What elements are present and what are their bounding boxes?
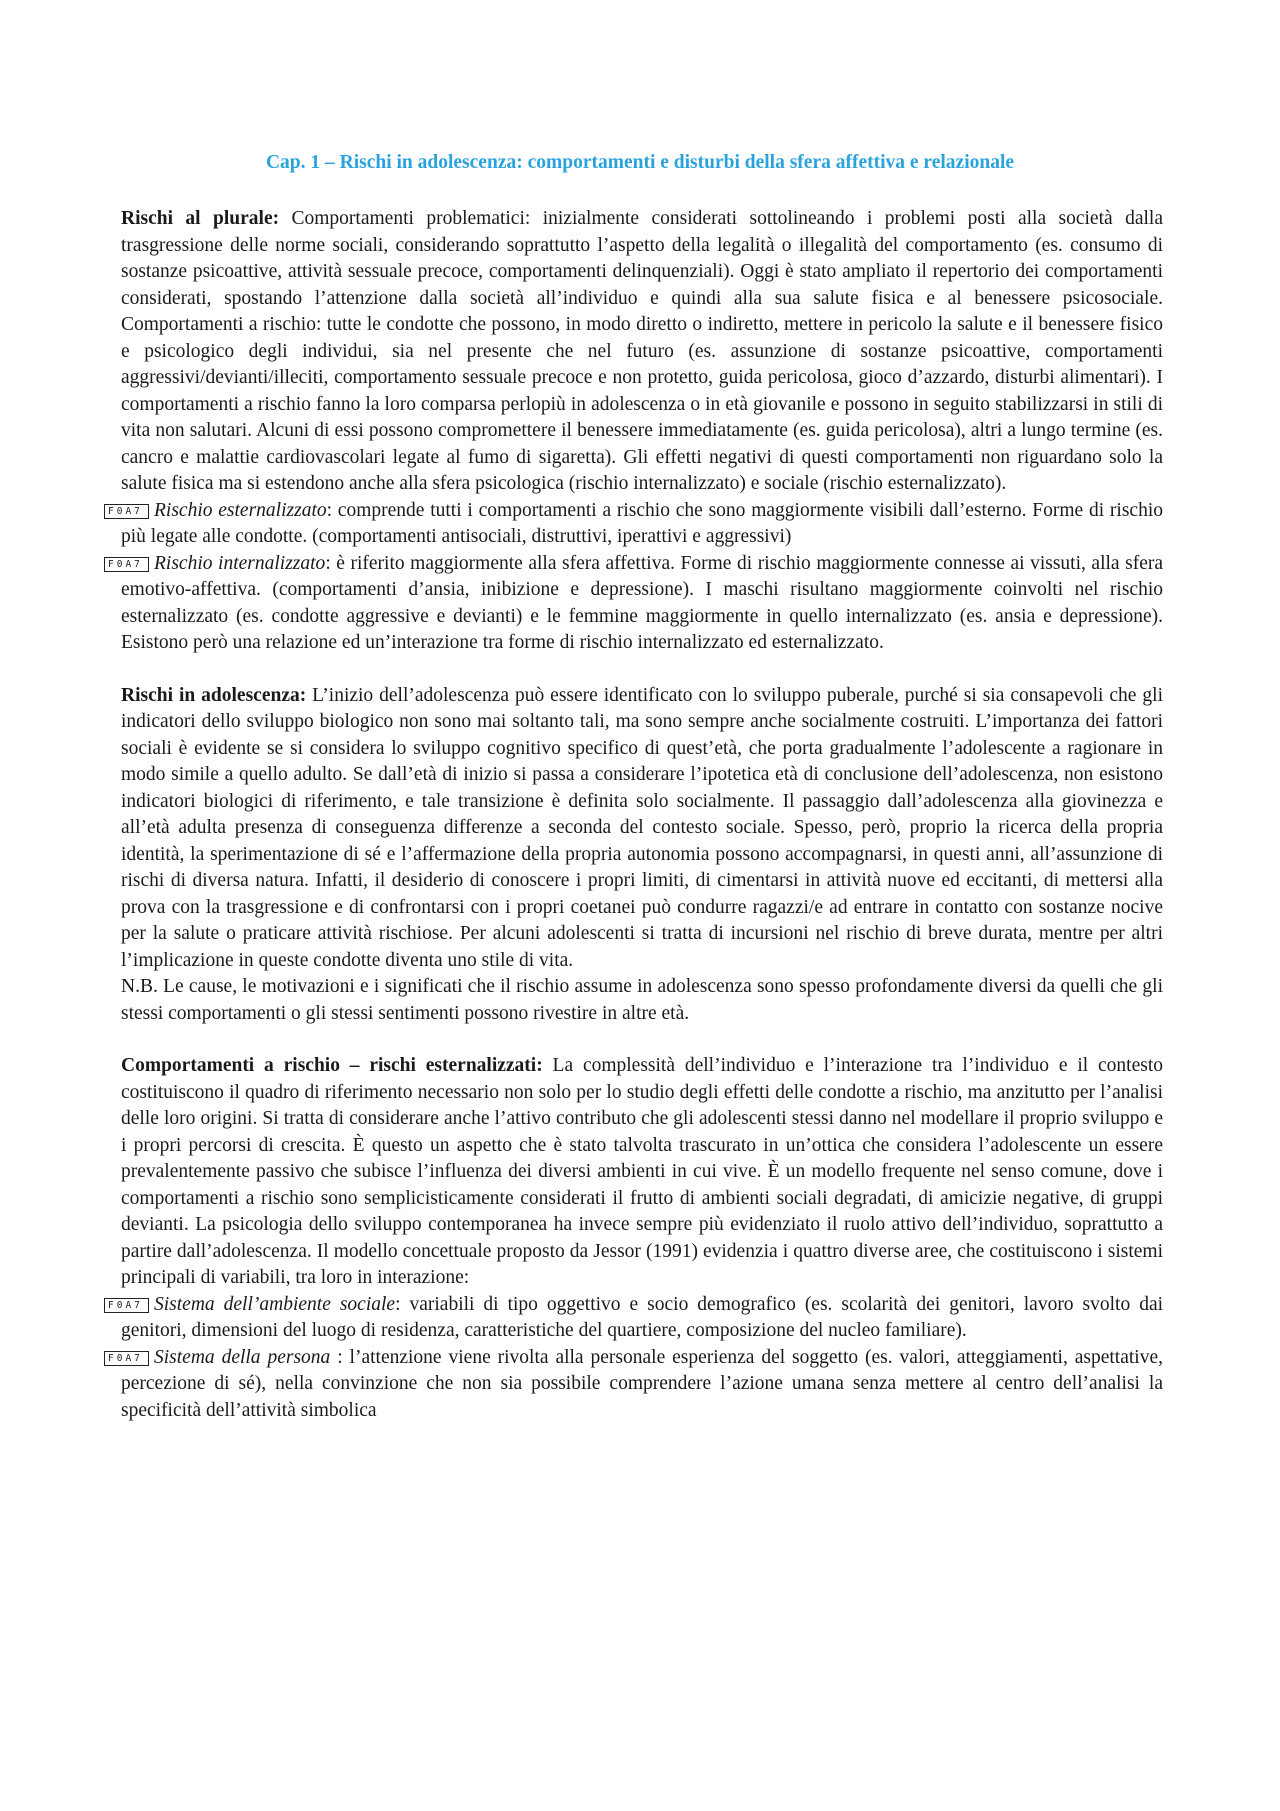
paragraph-comportamenti-a-rischio	[121, 1053, 1163, 1292]
bullet-text: : comprende tutti i comportamenti a rischio che sono maggiormente visibili dall’esterno. Forme di rischio più legate alle condotte. (comportamenti antisociali, distruttivi, iperattivi e aggressivi)	[121, 499, 1163, 547]
bullet-marker-icon: F0A7	[104, 504, 149, 519]
bullet-marker-icon: F0A7	[104, 1298, 149, 1313]
chapter-title: Cap. 1 – Rischi in adolescenza: comportamenti e disturbi della sfera affettiva e relazionale	[265, 152, 1015, 173]
bullet-term: Sistema della persona	[154, 1346, 331, 1368]
bullet-rischio-esternalizzato	[108, 498, 1163, 551]
paragraph-rischi-al-plurale	[121, 206, 1163, 498]
bullet-text: : variabili di tipo oggettivo e socio demografico (es. scolarità dei genitori, lavoro svolto dai genitori, dimensioni del luogo di residenza, caratteristiche del quartiere, composizione del nucleo familiare).	[121, 1293, 1164, 1341]
paragraph-rischi-in-adolescenza	[121, 683, 1163, 975]
bullet-rischio-internalizzato	[108, 551, 1164, 657]
document-body	[108, 206, 1164, 1424]
bullet-marker-icon: F0A7	[104, 557, 149, 572]
paragraph-text: Comportamenti problematici: inizialmente considerati sottolineando i problemi posti alla società dalla trasgressione delle norme sociali, considerando soprattutto l’aspetto della legalità o illegalità del comportamento (es. consumo di sostanze psicoattive, attività sessuale precoce, comportamenti delinquenziali). Oggi è stato ampliato il repertorio dei comportamenti considerati, spostando l’attenzione dalla società all’individuo e quindi alla sua salute fisica e al benessere psicosociale. Comportamenti a rischio: tutte le condotte che possono, in modo diretto o indiretto, mettere in pericolo la salute e il benessere fisico e psicologico degli individui, sia nel presente che nel futuro (es. assunzione di sostanze psicoattive, comportamenti aggressivi/devianti/illeciti, comportamento sessuale precoce e non protetto, guida pericolosa, gioco d’azzardo, disturbi alimentari). I comportamenti a rischio fanno la loro comparsa perlopiù in adolescenza o in età giovanile e possono in seguito stabilizzarsi in stili di vita non salutari. Alcuni di essi possono compromettere il benessere immediatamente (es. guida pericolosa), altri a lungo termine (es. cancro e malattie cardiovascolari legate al fumo di sigaretta). Gli effetti negativi di questi comportamenti non riguardano solo la salute fisica ma si estendono anche alla sfera psicologica (rischio internalizzato) e sociale (rischio esternalizzato).	[121, 208, 1163, 494]
bullet-text: : l’attenzione viene rivolta alla personale esperienza del soggetto (es. valori, atteggiamenti, aspettative, percezione di sé), nella convinzione che non sia possibile comprendere l’azione umana senza mettere al centro dell’analisi la specificità dell’attività simbolica	[121, 1346, 1163, 1421]
bullet-term: Rischio esternalizzato	[154, 499, 327, 521]
section-heading: Comportamenti a rischio – rischi esternalizzati:	[121, 1055, 543, 1076]
note-paragraph: N.B. Le cause, le motivazioni e i significati che il rischio assume in adolescenza sono spesso profondamente diversi da quelli che gli stessi comportamenti o gli stessi sentimenti possono rivestire in altre età.	[121, 976, 1163, 1024]
paragraph-text: L’inizio dell’adolescenza può essere identificato con lo sviluppo puberale, purché si sia consapevoli che gli indicatori dello sviluppo biologico non sono mai soltanto tali, ma sono sempre anche socialmente costruiti. L’importanza dei fattori sociali è evidente se si considera lo sviluppo cognitivo specifico di quest’età, che porta gradualmente l’adolescente a ragionare in modo simile a quello adulto. Se dall’età di inizio si passa a considerare l’ipotetica età di conclusione dell’adolescenza, non esistono indicatori biologici di riferimento, e tale transizione è definita solo socialmente. Il passaggio dall’adolescenza alla giovinezza e all’età adulta presenza di conseguenza differenze a seconda del contesto sociale. Spesso, però, proprio la ricerca della propria identità, la sperimentazione di sé e l’affermazione della propria autonomia possono accompagnarsi, in questi anni, all’assunzione di rischi di diversa natura. Infatti, il desiderio di conoscere i propri limiti, di cimentarsi in attività nuove ed eccitanti, di mettersi alla prova con la trasgressione e di confrontarsi con i propri coetanei può condurre ragazzi/e ad entrare in contatto con sostanze nocive per la salute o praticare attività rischiose. Per alcuni adolescenti si tratta di incursioni nel rischio di breve durata, mentre per altri l’implicazione in queste condotte diventa uno stile di vita.	[121, 684, 1163, 971]
bullet-term: Sistema dell’ambiente sociale	[154, 1293, 396, 1315]
bullet-marker-icon: F0A7	[104, 1351, 149, 1366]
bullet-term: Rischio internalizzato	[154, 552, 326, 574]
section-heading: Rischi al plurale:	[121, 208, 280, 229]
paragraph-text: La complessità dell’individuo e l’interazione tra l’individuo e il contesto costituiscono il quadro di riferimento necessario non solo per lo studio degli effetti delle condotte a rischio, ma anzitutto per l’analisi delle loro origini. Si tratta di considerare anche l’attivo contributo che gli adolescenti stessi danno nel modellare il proprio sviluppo e i propri percorsi di crescita. È questo un aspetto che è stato talvolta trascurato in un’ottica che considera l’adolescente un essere prevalentemente passivo che subisce l’influenza dei diversi ambienti in cui vive. È un modello frequente nel senso comune, dove i comportamenti a rischio sono semplicisticamente considerati il frutto di ambienti sociali degradati, di amicizie negative, di gruppi devianti. La psicologia dello sviluppo contemporanea ha invece sempre più evidenziato il ruolo attivo dell’individuo, soprattutto a partire dall’adolescenza. Il modello concettuale proposto da Jessor (1991) evidenzia i quattro diverse aree, che costituiscono i sistemi principali di variabili, tra loro in interazione:	[121, 1055, 1163, 1288]
bullet-sistema-ambiente-sociale	[108, 1292, 1164, 1345]
section-heading: Rischi in adolescenza:	[121, 684, 307, 706]
bullet-sistema-della-persona	[108, 1345, 1163, 1425]
bullet-text: : è riferito maggiormente alla sfera affettiva. Forme di rischio maggiormente connesse ai vissuti, alla sfera emotivo-affettiva. (comportamenti d’ansia, inibizione e depressione). I maschi risultano maggiormente coinvolti nel rischio esternalizzato (es. condotte aggressive e devianti) e le femmine maggiormente in quello internalizzato (es. ansia e depressione). Esistono però una relazione ed un’interazione tra forme di rischio internalizzato ed esternalizzato.	[121, 552, 1164, 653]
